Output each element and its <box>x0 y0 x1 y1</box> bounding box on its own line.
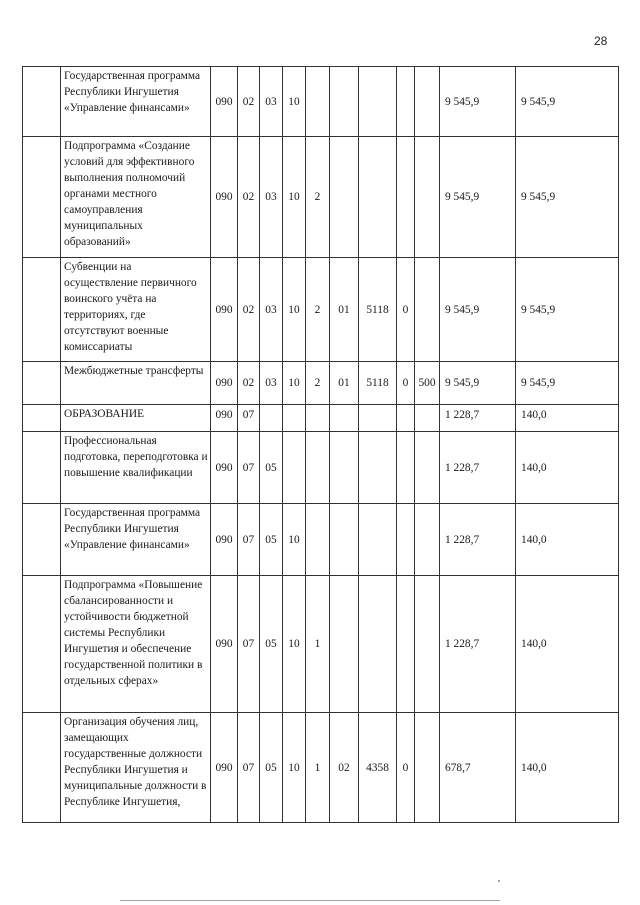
expense-type-code <box>415 504 440 576</box>
program-code <box>283 405 306 432</box>
table-row <box>23 576 619 713</box>
main-event-code <box>330 576 359 713</box>
amount-cell: 1 228,7 <box>440 432 516 504</box>
main-event-code <box>330 405 359 432</box>
amount-cell: 9 545,9 <box>516 362 619 405</box>
direction-code: 5118 <box>359 258 397 362</box>
main-event-code: 01 <box>330 258 359 362</box>
subsection-code: 05 <box>260 713 283 823</box>
main-event-code <box>330 432 359 504</box>
amount-cell: 140,0 <box>516 576 619 713</box>
extra-code <box>397 67 415 137</box>
program-code: 10 <box>283 137 306 258</box>
ministry-code: 090 <box>211 576 238 713</box>
table-row <box>23 137 619 258</box>
program-code: 10 <box>283 713 306 823</box>
expense-type-code: 500 <box>415 362 440 405</box>
subprogram-code: 1 <box>306 713 330 823</box>
ministry-code: 090 <box>211 713 238 823</box>
main-event-code <box>330 504 359 576</box>
expense-type-code <box>415 405 440 432</box>
extra-code <box>397 504 415 576</box>
expense-type-code <box>415 67 440 137</box>
ministry-code: 090 <box>211 362 238 405</box>
scan-artifact <box>498 880 500 882</box>
row-number-cell <box>23 432 61 504</box>
section-code: 07 <box>238 432 260 504</box>
program-code: 10 <box>283 362 306 405</box>
amount-cell: 9 545,9 <box>516 67 619 137</box>
direction-code <box>359 432 397 504</box>
item-name: Подпрограмма «Повышение сбалансированности и устойчивости бюджетной системы Республики Ингушетия и обеспечение государственной политики в отдельных сферах» <box>61 576 211 713</box>
amount-cell: 9 545,9 <box>440 258 516 362</box>
subsection-code: 03 <box>260 362 283 405</box>
expense-type-code <box>415 713 440 823</box>
expense-type-code <box>415 576 440 713</box>
direction-code <box>359 67 397 137</box>
section-code: 07 <box>238 713 260 823</box>
subprogram-code: 2 <box>306 137 330 258</box>
direction-code <box>359 137 397 258</box>
row-number-cell <box>23 405 61 432</box>
section-code: 07 <box>238 576 260 713</box>
item-name: Субвенции на осуществление первичного воинского учёта на территориях, где отсутствуют военные комиссариаты <box>61 258 211 362</box>
extra-code <box>397 432 415 504</box>
subsection-code: 03 <box>260 137 283 258</box>
amount-cell: 9 545,9 <box>440 362 516 405</box>
subprogram-code: 2 <box>306 258 330 362</box>
ministry-code: 090 <box>211 432 238 504</box>
item-name: Государственная программа Республики Ингушетия «Управление финансами» <box>61 504 211 576</box>
subsection-code: 03 <box>260 258 283 362</box>
main-event-code <box>330 137 359 258</box>
row-number-cell <box>23 137 61 258</box>
direction-code: 5118 <box>359 362 397 405</box>
program-code: 10 <box>283 67 306 137</box>
direction-code <box>359 576 397 713</box>
amount-cell: 140,0 <box>516 713 619 823</box>
ministry-code: 090 <box>211 137 238 258</box>
item-name: Подпрограмма «Создание условий для эффективного выполнения полномочий органами местного самоуправления муниципальных образований» <box>61 137 211 258</box>
subsection-code: 05 <box>260 432 283 504</box>
table-row <box>23 67 619 137</box>
ministry-code: 090 <box>211 504 238 576</box>
extra-code: 0 <box>397 713 415 823</box>
amount-cell: 9 545,9 <box>516 137 619 258</box>
extra-code <box>397 576 415 713</box>
amount-cell: 140,0 <box>516 432 619 504</box>
scan-artifact <box>120 900 500 901</box>
amount-cell: 140,0 <box>516 504 619 576</box>
main-event-code: 01 <box>330 362 359 405</box>
table-row <box>23 713 619 823</box>
item-name: Профессиональная подготовка, переподготовка и повышение квалификации <box>61 432 211 504</box>
amount-cell: 9 545,9 <box>440 137 516 258</box>
extra-code <box>397 137 415 258</box>
direction-code <box>359 504 397 576</box>
subsection-code <box>260 405 283 432</box>
program-code <box>283 432 306 504</box>
page-number: 28 <box>594 34 608 48</box>
row-number-cell <box>23 713 61 823</box>
ministry-code: 090 <box>211 67 238 137</box>
amount-cell: 1 228,7 <box>440 405 516 432</box>
direction-code: 4358 <box>359 713 397 823</box>
budget-table <box>22 66 619 823</box>
subsection-code: 03 <box>260 67 283 137</box>
table-row <box>23 362 619 405</box>
main-event-code: 02 <box>330 713 359 823</box>
item-name: Межбюджетные трансферты <box>61 362 211 405</box>
subprogram-code <box>306 405 330 432</box>
section-code: 02 <box>238 137 260 258</box>
row-number-cell <box>23 67 61 137</box>
program-code: 10 <box>283 576 306 713</box>
table-row <box>23 405 619 432</box>
row-number-cell <box>23 504 61 576</box>
amount-cell: 140,0 <box>516 405 619 432</box>
program-code: 10 <box>283 504 306 576</box>
expense-type-code <box>415 258 440 362</box>
amount-cell: 9 545,9 <box>516 258 619 362</box>
extra-code: 0 <box>397 258 415 362</box>
expense-type-code <box>415 432 440 504</box>
item-name: ОБРАЗОВАНИЕ <box>61 405 211 432</box>
section-code: 02 <box>238 362 260 405</box>
extra-code <box>397 405 415 432</box>
amount-cell: 1 228,7 <box>440 576 516 713</box>
ministry-code: 090 <box>211 405 238 432</box>
row-number-cell <box>23 362 61 405</box>
subsection-code: 05 <box>260 504 283 576</box>
item-name: Государственная программа Республики Ингушетия «Управление финансами» <box>61 67 211 137</box>
amount-cell: 678,7 <box>440 713 516 823</box>
subprogram-code <box>306 67 330 137</box>
amount-cell: 9 545,9 <box>440 67 516 137</box>
amount-cell: 1 228,7 <box>440 504 516 576</box>
table-row <box>23 432 619 504</box>
row-number-cell <box>23 576 61 713</box>
main-event-code <box>330 67 359 137</box>
subprogram-code <box>306 432 330 504</box>
direction-code <box>359 405 397 432</box>
subsection-code: 05 <box>260 576 283 713</box>
section-code: 07 <box>238 504 260 576</box>
subprogram-code <box>306 504 330 576</box>
section-code: 07 <box>238 405 260 432</box>
table-row <box>23 258 619 362</box>
ministry-code: 090 <box>211 258 238 362</box>
subprogram-code: 1 <box>306 576 330 713</box>
section-code: 02 <box>238 67 260 137</box>
row-number-cell <box>23 258 61 362</box>
program-code: 10 <box>283 258 306 362</box>
section-code: 02 <box>238 258 260 362</box>
extra-code: 0 <box>397 362 415 405</box>
table-row <box>23 504 619 576</box>
item-name: Организация обучения лиц, замещающих государственные должности Республики Ингушетия и муниципальные должности в Республике Ингушетия, <box>61 713 211 823</box>
expense-type-code <box>415 137 440 258</box>
subprogram-code: 2 <box>306 362 330 405</box>
